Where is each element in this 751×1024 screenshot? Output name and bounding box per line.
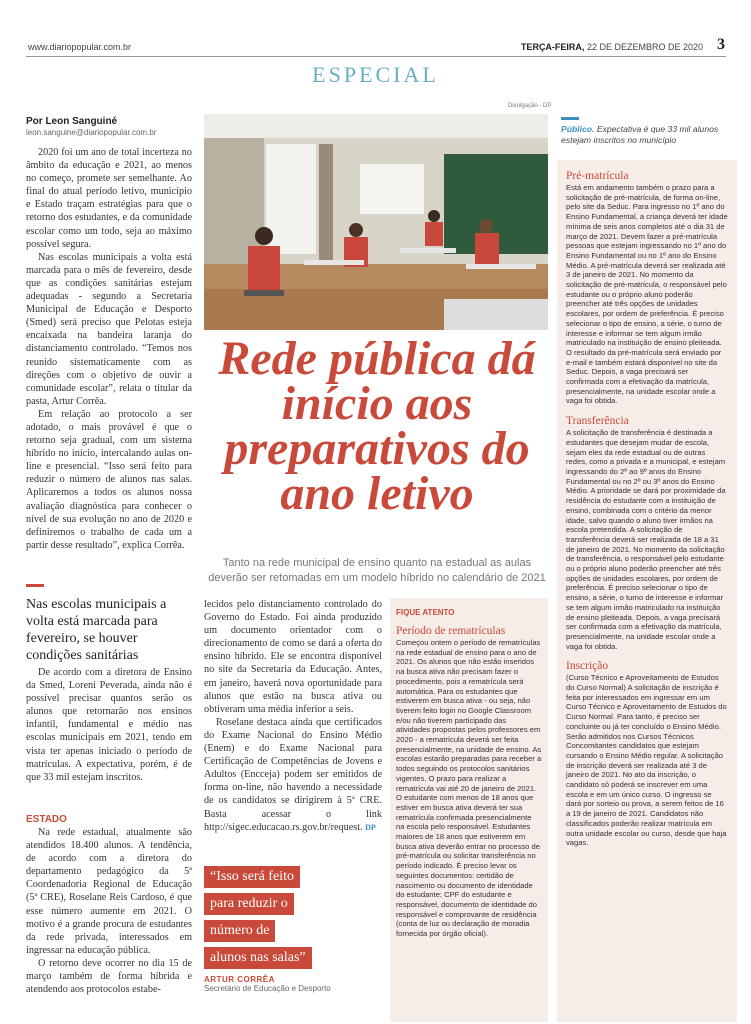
article-column-1 xyxy=(26,146,192,552)
quote-line: “Isso será feito xyxy=(204,866,300,888)
paragraph: Na rede estadual, atualmente são atendidos 18.400 alunos. A tendência, de acordo com a diretora do departamento pedagógico da 5ª Coordenadoria Regional de Educação (5ª CRE), Roselane Reis Cardoso, é que esse número aumente em 2021. O motivo é a grande procura de estudantes da rede privada, interessados em ingressar na educação pública. xyxy=(26,827,192,956)
byline-author: Por Leon Sanguiné xyxy=(26,116,118,127)
classroom-photo xyxy=(204,114,548,330)
estado-label: ESTADO xyxy=(26,814,67,825)
pull-quote xyxy=(204,866,384,993)
caption-lead: Público. xyxy=(561,124,595,134)
header-rule xyxy=(26,56,726,57)
fique-atento-box xyxy=(390,598,548,1022)
quote-line: para reduzir o xyxy=(204,893,294,915)
subhead-bar xyxy=(26,584,44,587)
paragraph: De acordo com a diretora de Ensino da Smed, Loreni Peverada, ainda não é possível precisar quantos serão os alunos que retornarão nos ensinos infantil, fundamental e médio nas escolas municipais em 2021, tendo em vista ter apenas iniciado o período de matrículas. A expectativa, porém, é de que 33 mil estejam inscritos. xyxy=(26,667,192,783)
photo-credit: Divulgação - DP xyxy=(508,103,552,109)
article-column-1b xyxy=(26,666,192,784)
headline: Rede pública dá início aos preparativos do ano letivo xyxy=(218,332,536,520)
article-column-1c xyxy=(26,826,192,996)
quote-role: Secretário de Educação e Desporto xyxy=(204,984,331,993)
box-section-title: Pré-matrícula xyxy=(566,170,629,182)
issue-date xyxy=(521,42,703,52)
section-title: ESPECIAL xyxy=(312,62,439,87)
box-section-title: Transferência xyxy=(566,415,629,428)
byline-email[interactable]: leon.sanguine@diariopopular.com.br xyxy=(26,128,157,137)
info-box xyxy=(557,160,737,1022)
paragraph: Em relação ao protocolo a ser adotado, o mais provável é que o retorno seja gradual, com um sistema híbrido no início, intercalando aulas on-line e presencial. “Isso será feito para reduzir o número de alunos nas salas. Aplicaremos a todos os alunos nossa avaliação diagnóstica para conhecer o nível de sua evolução no ano de 2020 e definiremos o trabalho de cada um a partir desse resultado”, explica Corrêa. xyxy=(26,408,192,551)
box-section-text: Está em andamento também o prazo para a solicitação de pré-matrícula, de forma on-line, pelo site da Seduc. Para ingresso no 1º ano do Ensino Fundamental, a criança deverá ter idade mínima de seis anos completos até o dia 31 de março de 2021. Devem fazer a pré-matrícula pessoas que estejam ingressando no 1º ano do Ensino Fundamental ou no 1º ano do Ensino Médio. A pré-matrícula deverá ser realizada até 3 de janeiro de 2021. No momento da solicitação de pré-matrícula, o responsável pelo estudante ou o próprio aluno poderão preencher até três opções de unidades escolares, por ordem de preferência. É preciso selecionar o tipo de ensino, a série, o turno de interesse e informar se tem algum irmão matriculado na instituição de ensino pleiteada. O resultado da pré-matrícula será enviado por e-mail e também estará disponível no site da Seduc. Depois, a vaga precisará ser confirmada com a efetivação da matrícula, presencialmente, na unidade escolar onde a vaga foi obtida. xyxy=(566,183,728,406)
caption-text: Expectativa é que 33 mil alunos estejam inscritos no município xyxy=(561,124,719,145)
date: 22 DE DEZEMBRO DE 2020 xyxy=(586,42,703,52)
paragraph: lecidos pelo distanciamento controlado do Governo do Estado. Foi ainda produzido um documento orientador com o direcionamento de como se dará a oferta do ensino híbrido. Ele se encontra disponível no site da Secretaria da Educação. Antes, em janeiro, haverá nova oportunidade para alunos que estão na busca ativa ou obtiveram uma média inferior a seis. xyxy=(204,599,382,715)
box-section-text: (Curso Técnico e Aproveitamento de Estudos do Curso Normal) A solicitação de inscrição é feita por interessados em ingressar em um Curso Técnico e Aproveitamento de Estudos do Curso Normal. Para tanto, é preciso ser concluinte ou já ter concluído o Ensino Médio. Serão admitidos nos Cursos Técnicos Concomitantes candidatos que estejam cursando o Ensino Médio regular. A solicitação de inscrição deverá ser realizada até 3 de janeiro de 2021. No ato da inscrição, o candidato só poderá se inscrever em uma escola e em um único curso. O ingresso se dará por sorteio ou prova, a serem feitos de 16 a 19 de janeiro de 2021. Candidatos não classificados poderão realizar matrícula em outra unidade escolar ou curso, desde que haja vagas. xyxy=(566,673,727,848)
photo-caption xyxy=(561,124,737,146)
paragraph: 2020 foi um ano de total incerteza no âmbito da educação e 2021, ao menos no começo, promete ser semelhante. Ao final do atual período letivo, município e Estado traçam estratégias para que o retorno dos estudantes, e da comunidade escolar como um todo, seja ao máximo possível segura. xyxy=(26,147,192,250)
box-text: Começou ontem o período de rematrículas na rede estadual de ensino para o ano de 2021. Os alunos que não estão inseridos na busca ativa não precisam fazer o procedimento, pois a rematrícula será automática. Para os estudantes que estiverem em busca ativa - ou seja, não tiverem feito login no Google Classroom e/ou não tiverem participado das atividades propostas pelos professores em 2020 - a rematrícula deverá ser feita presencialmente, na unidade de ensino. As escolas estarão preparadas para receber a todos seguindo os protocolos sanitários vigentes. O prazo para realizar a rematrícula vai até 20 de janeiro de 2021. O estudante com menos de 18 anos que estiver em busca ativa deverá ter sua rematrícula confirmada presencialmente na escola pelo responsável. Estudantes maiores de 18 anos que estiverem em busca ativa deverão entrar no processo de pré-matrícula ou solicitar transferência no período indicado. É preciso levar os seguintes documentos: certidão de nascimento ou documento de identidade do estudante; CPF do estudante e responsável, documento de identidade do responsável e comprovante de residência (conta de luz ou declaração de moradia fornecida por órgão oficial). xyxy=(396,638,542,939)
site-url[interactable]: www.diariopopular.com.br xyxy=(28,42,132,52)
paragraph: Nas escolas municipais a volta está marcada para o mês de fevereiro, desde que as condições sanitárias estejam adequadas - segundo a Secretaria Municipal de Educação e Desporto (Smed) será preciso que Pelotas esteja encaixada na bandeira laranja do distanciamento controlado. “Temos nos reunido sistematicamente com as direções com o objetivo de ouvir a comunidade escolar”, relata o titular da pasta, Artur Corrêa. xyxy=(26,251,192,407)
paragraph xyxy=(204,716,382,834)
quote-line: número de xyxy=(204,920,275,942)
classroom-illustration xyxy=(204,114,548,330)
quote-author: ARTUR CORRÊA xyxy=(204,975,275,984)
box-section-text: A solicitação de transferência é destinada a estudantes que desejam mudar de escola, sejam eles da rede estadual ou de outras redes, como a privada e a municipal, e estejam ingressando do 2º ao 9º anos do Ensino Fundamental ou no 2º ou 3º anos do Ensino Médio. A prioridade se dará por proximidade da residência do estudante com a instituição de ensino, combinada com o critério da menor idade, salvo quando o aluno tiver irmãos na escola pretendida. A solicitação de transferência deverá ser realizada de 18 a 31 de janeiro de 2021. No momento da solicitação de transferência, o responsável pelo estudante ou o próprio aluno poderão preencher até três opções de unidades escolares, por ordem de preferência. É preciso selecionar o tipo de ensino, a série, o turno de interesse e informar se tem algum irmão matriculado na instituição de ensino pleiteada. Depois, a vaga precisará ser confirmada com a efetivação da matrícula, presencialmente, na unidade escolar onde a vaga foi obtida. xyxy=(566,428,726,651)
box-label: FIQUE ATENTO xyxy=(396,608,455,617)
paragraph-text: Roselane destaca ainda que certificados do Exame Nacional do Ensino Médio (Enem) e do Exame Nacional para Certificação de Competências de Jovens e Adultos (Encceja) podem ser emitidos de forma on-line, não havendo a necessidade de os candidatos se dirigirem à 5ª CRE. Basta acessar o link http://sigec.educacao.rs.gov.br/request. xyxy=(204,716,382,833)
deck: Tanto na rede municipal de ensino quanto na estadual as aulas deverão ser retomadas em um modelo híbrido no calendário de 2021 xyxy=(208,557,546,584)
paragraph: O retorno deve ocorrer no dia 15 de março também de forma híbrida e atendendo aos protocolos estabe- xyxy=(26,957,192,996)
signature: DP xyxy=(365,822,376,832)
box-section-title: Inscrição xyxy=(566,660,609,673)
weekday: TERÇA-FEIRA, xyxy=(520,42,585,52)
quote-line: alunos nas salas” xyxy=(204,947,312,969)
box-title: Período de rematrículas xyxy=(396,625,506,637)
subheading: Nas escolas municipais a volta está marcada para fevereiro, se houver condições sanitárias xyxy=(26,597,167,663)
article-column-2 xyxy=(204,598,382,834)
page-number: 3 xyxy=(717,36,725,53)
caption-bar xyxy=(561,117,579,120)
